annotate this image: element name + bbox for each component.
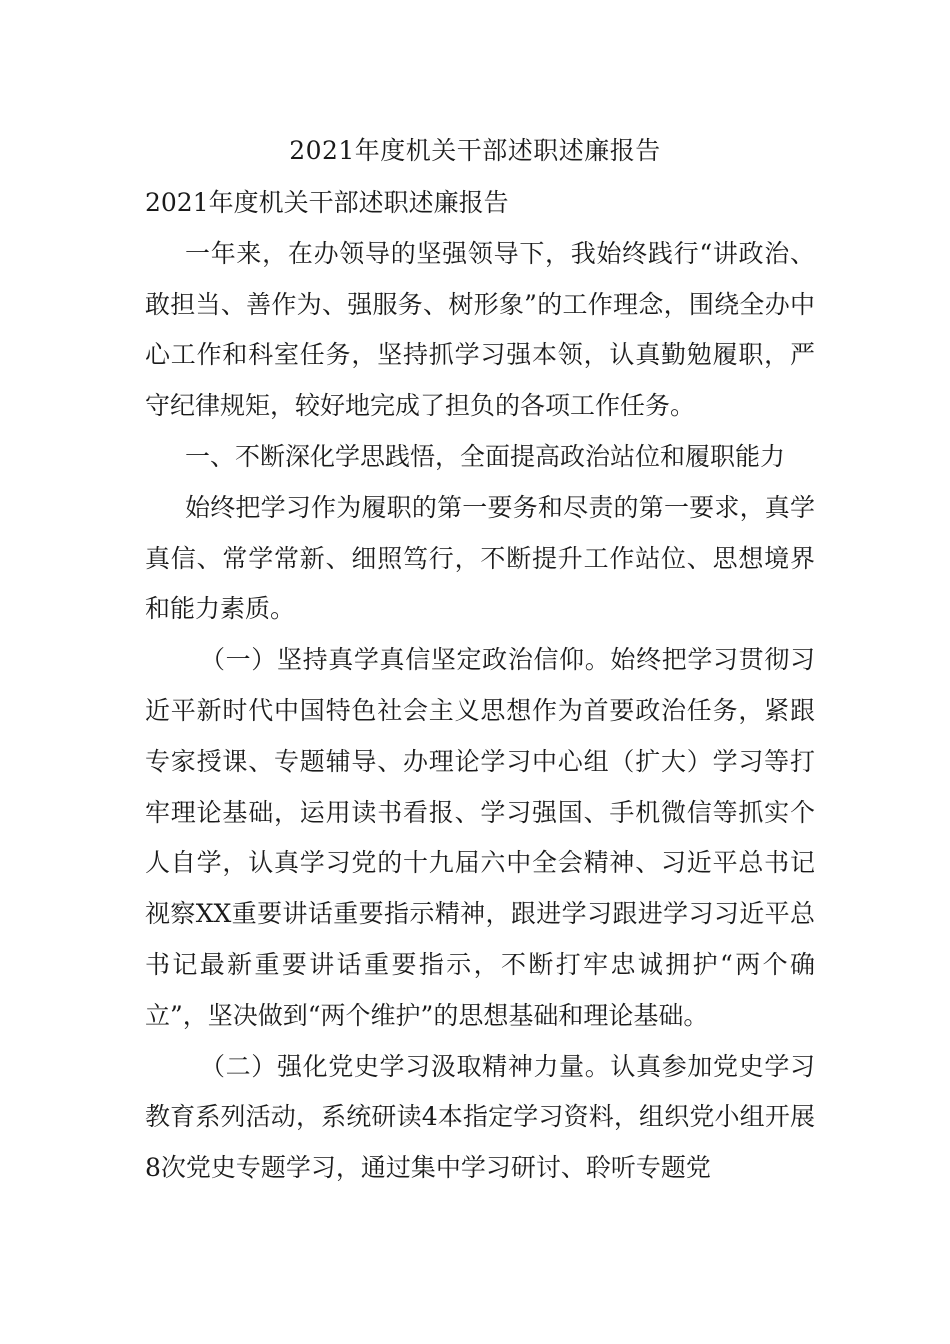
document-subtitle: 2021年度机关干部述职述廉报告 xyxy=(145,188,509,217)
item-2-paragraph: （二）强化党史学习汲取精神力量。认真参加党史学习教育系列活动，系统研读4本指定学习资料，组织党小组开展8次党史专题学习，通过集中学习研讨、聆听专题党 xyxy=(145,1051,815,1183)
document-title: 2021年度机关干部述职述廉报告 xyxy=(289,136,661,165)
item-1-paragraph: （一）坚持真学真信坚定政治信仰。始终把学习贯彻习近平新时代中国特色社会主义思想作为首要政治任务，紧跟专家授课、专题辅导、办理论学习中心组（扩大）学习等打牢理论基础，运用读书看报、学习强国、手机微信等抓实个人自学，认真学习党的十九届六中全会精神、习近平总书记视察XX重要讲话重要指示精神，跟进学习跟进学习习近平总书记最新重要讲话重要指示，不断打牢忠诚拥护“两个确立”，坚决做到“两个维护”的思想基础和理论基础。 xyxy=(145,645,815,1030)
section-1-paragraph: 始终把学习作为履职的第一要务和尽责的第一要求，真学真信、常学常新、细照笃行，不断提升工作站位、思想境界和能力素质。 xyxy=(145,492,815,624)
section-1-heading: 一、不断深化学思践悟，全面提高政治站位和履职能力 xyxy=(185,441,786,471)
document-body xyxy=(145,178,815,1194)
intro-paragraph: 一年来，在办领导的坚强领导下，我始终践行“讲政治、敢担当、善作为、强服务、树形象”的工作理念，围绕全办中心工作和科室任务，坚持抓学习强本领，认真勤勉履职，严守纪律规矩，较好地完成了担负的各项工作任务。 xyxy=(145,238,815,421)
